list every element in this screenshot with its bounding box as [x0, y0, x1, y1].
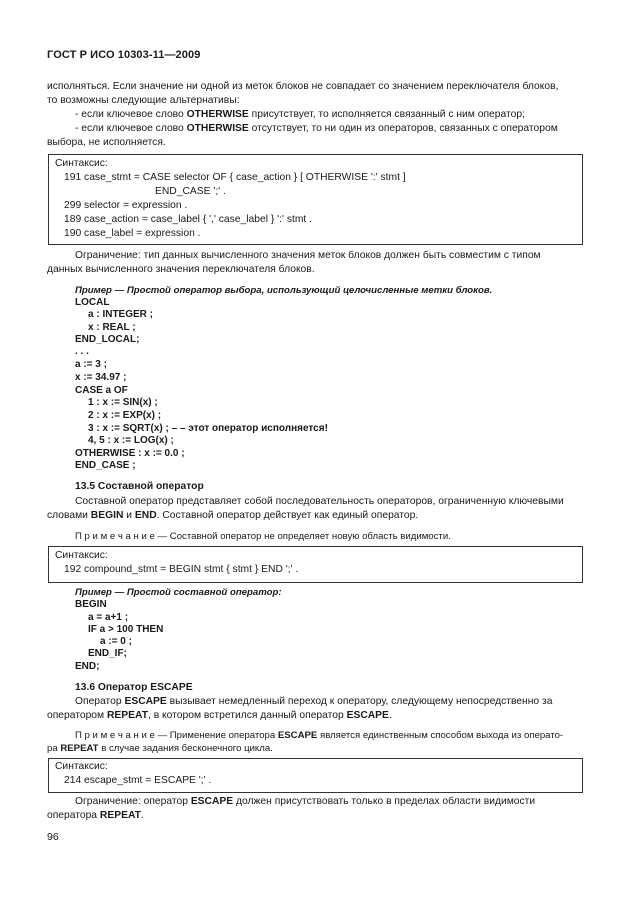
bullet-text: - если ключевое слово [75, 123, 187, 134]
syntax-selector: 299 selector = expression . [64, 200, 188, 211]
code-line: CASE a OF [75, 385, 128, 396]
restriction-escape-line-1 [75, 795, 535, 809]
syntax-case-action: 189 case_action = case_label { ',' case_label } ':' stmt . [64, 214, 312, 225]
code-line: END_IF; [88, 648, 127, 659]
code-line: x := 34.97 ; [75, 372, 127, 383]
running-header: ГОСТ Р ИСО 10303-11—2009 [47, 49, 201, 61]
code-line: 1 : x := SIN(x) ; [88, 397, 158, 408]
bullet-otherwise-absent [75, 122, 558, 136]
keyword: REPEAT [106, 710, 148, 721]
text: должен присутствовать только в пределах области видимости [233, 796, 536, 807]
text: оператора [47, 810, 100, 821]
syntax-compound-stmt: 192 compound_stmt = BEGIN stmt { stmt } END ';' . [64, 564, 299, 575]
note-escape-line-2 [47, 742, 273, 756]
text: оператором [47, 710, 107, 721]
restriction-line-1: Ограничение: тип данных вычисленного значения меток блоков должен быть совместим с типом [75, 250, 541, 261]
page-number: 96 [47, 831, 59, 843]
example-compound-title: Пример — Простой составной оператор: [75, 587, 282, 598]
intro-line-2: то возможны следующие альтернативы: [47, 95, 240, 106]
keyword: BEGIN [90, 510, 124, 521]
section-13-5-line-1: Составной оператор представляет собой последовательность операторов, ограниченную ключевыми [75, 496, 564, 507]
note-compound: П р и м е ч а н и е — Составной оператор не определяет новую область видимости. [75, 531, 451, 542]
text: . Составной оператор действует как единый оператор. [156, 510, 419, 521]
syntax-label: Синтаксис: [55, 158, 108, 169]
keyword: REPEAT [99, 810, 141, 821]
code-line: OTHERWISE : x := 0.0 ; [75, 448, 185, 459]
keyword: ESCAPE [346, 710, 389, 721]
text: Оператор [75, 696, 125, 707]
bullet-text: присутствует, то исполняется связанный с ним оператор; [248, 109, 525, 120]
section-13-6-line-2 [47, 709, 392, 723]
code-line: a := 0 ; [100, 636, 132, 647]
code-line: BEGIN [75, 599, 107, 610]
code-line: x : REAL ; [88, 322, 136, 333]
bullet-continuation: выбора, не исполняется. [47, 137, 166, 148]
code-line: IF a > 100 THEN [88, 624, 164, 635]
code-line: a = a+1 ; [88, 612, 129, 623]
restriction-escape-line-2 [47, 809, 144, 823]
keyword: ESCAPE [190, 796, 234, 807]
section-title-13-6: 13.6 Оператор ESCAPE [75, 682, 193, 693]
keyword: OTHERWISE [186, 109, 249, 120]
code-line: 2 : x := EXP(x) ; [88, 410, 162, 421]
syntax-label: Синтаксис: [55, 550, 108, 561]
text: . [388, 710, 392, 721]
text: , в котором встретился данный оператор [148, 710, 347, 721]
code-line: a := 3 ; [75, 359, 107, 370]
syntax-label: Синтаксис: [55, 761, 108, 772]
text: и [123, 510, 135, 521]
keyword: REPEAT [60, 743, 99, 754]
section-13-6-line-1 [75, 695, 552, 709]
text: словами [47, 510, 91, 521]
text: ра [47, 743, 61, 754]
keyword: ESCAPE [277, 730, 318, 741]
code-line: END_LOCAL; [75, 334, 140, 345]
intro-line-1: исполняться. Если значение ни одной из меток блоков не совпадает со значением переключателя блоков, [47, 81, 559, 92]
code-line: a : INTEGER ; [88, 309, 154, 320]
text: в случае задания бесконечного цикла. [98, 743, 273, 754]
bullet-otherwise-present [75, 108, 525, 122]
code-line: 4, 5 : x := LOG(x) ; [88, 435, 174, 446]
syntax-case-stmt: 191 case_stmt = CASE selector OF { case_action } [ OTHERWISE ':' stmt ] [64, 172, 406, 183]
section-13-5-line-2 [47, 509, 418, 523]
syntax-escape-stmt: 214 escape_stmt = ESCAPE ';' . [64, 775, 212, 786]
keyword: ESCAPE [124, 696, 167, 707]
keyword: OTHERWISE [186, 123, 249, 134]
text: Ограничение: оператор [75, 796, 191, 807]
text: вызывает немедленный переход к оператору, следующему непосредственно за [166, 696, 553, 707]
section-title-13-5: 13.5 Составной оператор [75, 481, 204, 492]
keyword: END [134, 510, 157, 521]
syntax-case-stmt-cont: END_CASE ';' . [155, 186, 226, 197]
bullet-text: отсутствует, то ни один из операторов, связанных с оператором [248, 123, 558, 134]
text: . [140, 810, 144, 821]
code-line: 3 : x := SQRT(x) ; – – этот оператор исполняется! [88, 423, 328, 434]
code-line: END_CASE ; [75, 460, 136, 471]
code-line: LOCAL [75, 297, 110, 308]
code-line: END; [75, 661, 100, 672]
restriction-line-2: данных вычисленного значения переключателя блоков. [47, 264, 315, 275]
syntax-case-label: 190 case_label = expression . [64, 228, 201, 239]
text: является единственным способом выхода из операто- [317, 730, 564, 741]
text: П р и м е ч а н и е — Применение оператора [75, 730, 278, 741]
note-escape-line-1 [75, 729, 563, 743]
bullet-text: - если ключевое слово [75, 109, 187, 120]
example-case-title: Пример — Простой оператор выбора, использующий целочисленные метки блоков. [75, 285, 493, 296]
code-line: . . . [75, 346, 89, 357]
